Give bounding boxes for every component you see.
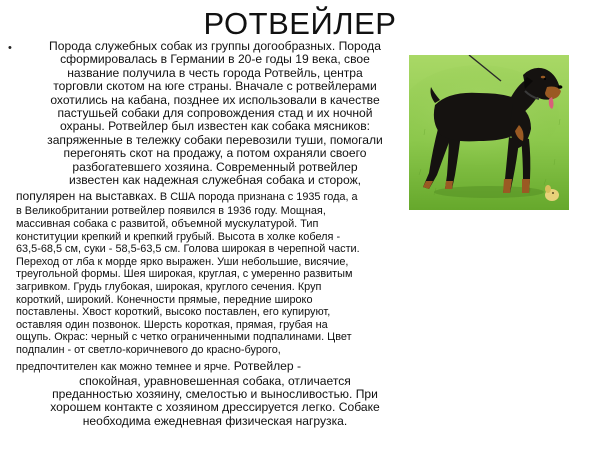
text-line: ощупь. Окрас: черный с четко ограниченными подпалинами. Цвет	[16, 331, 352, 344]
text-line: загривком. Грудь глубокая, широкая, круглого сечения. Круп	[16, 281, 322, 294]
text-line: короткий, широкий. Конечности прямые, передние широко	[16, 293, 313, 306]
text-line: название получила в честь города Ротвейль, центра	[67, 65, 363, 80]
paragraph-bottom	[24, 375, 406, 429]
text-line: подпалин - от светло-коричневого до красно-бурого,	[16, 344, 281, 356]
text-line: оставляя один позвонок. Шерсть короткая, прямая, грубая на	[16, 318, 328, 331]
text-line: необходима ежедневная физическая нагрузка.	[82, 413, 348, 428]
text-segment-small: предпочтителен как можно темнее и ярче.	[16, 360, 231, 373]
mixed-line-2	[16, 357, 406, 375]
text-line: поставлены. Хвост короткий, высоко поставлен, его купируют,	[16, 306, 331, 319]
text-line: охотились на кабана, позднее их использовали в качестве	[50, 92, 380, 107]
text-line: перегонять скот на продажу, а потом охраняли своего	[63, 146, 367, 161]
text-segment-large: Ротвейлер -	[230, 358, 301, 373]
bullet-icon: •	[8, 42, 12, 54]
paragraph-middle	[16, 205, 406, 356]
text-line: сформировалась в Германии в 20-е годы 19 века, свое	[60, 52, 370, 67]
paragraph-top	[24, 40, 406, 187]
text-line: торговли скотом на юге страны. Вначале с ротвейлерами	[53, 79, 377, 94]
mixed-line	[16, 187, 406, 205]
text-line: пастушьей собаки для сопровождения стад и их ночной	[57, 106, 373, 121]
text-line: в Великобритании ротвейлер появился в 1936 году. Мощная,	[16, 205, 326, 218]
rottweiler-illustration	[409, 55, 569, 210]
rottweiler-photo	[409, 55, 569, 210]
text-line: запряженные в тележку собаки перевозили туши, помогали	[47, 132, 383, 147]
text-line: Порода служебных собак из группы догообразных. Порода	[49, 39, 381, 53]
text-line: массивная собака с развитой, объемной мускулатурой. Тип	[16, 218, 319, 231]
text-line: хорошем контакте с хозяином дрессируется легко. Собаке	[50, 400, 380, 415]
body-text	[16, 39, 406, 428]
text-line: преданностью хозяину, смелостью и выносливостью. При	[52, 387, 378, 401]
slide-title: РОТВЕЙЛЕР	[203, 6, 397, 41]
text-line: охраны. Ротвейлер был известен как собака мясников:	[59, 119, 371, 134]
text-segment-small: В США порода признана с 1935 года, а	[156, 191, 358, 204]
text-segment-large: популярен на выставках.	[16, 189, 157, 204]
text-line: конституции крепкий и крепкий грубый. Высота в холке кобеля -	[16, 230, 341, 243]
text-line: Переход от лба к морде ярко выражен. Уши небольшие, висячие,	[16, 255, 349, 268]
text-line: спокойная, уравновешенная собака, отличается	[79, 373, 351, 388]
text-line: 63,5-68,5 см, суки - 58,5-63,5 см. Голова широкая в черепной части.	[16, 243, 360, 256]
text-line: известен как надежная служебная собака и сторож,	[68, 173, 362, 188]
text-line: треугольной формы. Шея широкая, круглая, с умеренно развитым	[16, 268, 353, 281]
text-line: разбогатевшего хозяина. Современный ротвейлер	[72, 159, 358, 174]
